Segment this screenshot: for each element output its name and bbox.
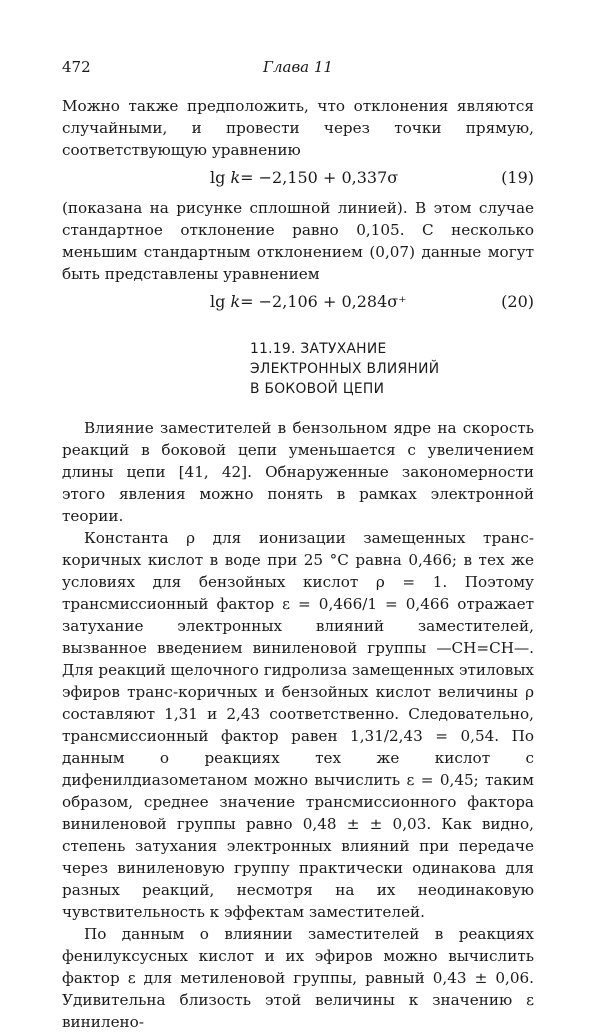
equation-20-k: k: [230, 292, 241, 311]
paragraph-4: Константа ρ для ионизации замещенных транс-коричных кислот в воде при 25 °С равна 0,466; в тех же условиях для бензойных кислот ρ = 1. Поэтому трансмиссионный фактор ε = 0,466/1 = 0,466 отражает затухание электронных влияний заместителей, вызванное введением виниленовой группы —СН=СН—. Для реакций щелочного гидролиза замещенных этиловых эфиров транс-коричных и бензойных кислот величины ρ составляют 1,31 и 2,43 соответственно. Следовательно, трансмиссионный фактор равен 1,31/2,43 = 0,54. По данным о реакциях тех же кислот с дифенилдиазометаном можно вычислить ε = 0,45; таким образом, среднее значение трансмиссионного фактора виниленовой группы равно 0,48 ± ± 0,03. Как видно, степень затухания электронных влияний при передаче через виниленовую группу практически одинакова для разных реакций, несмотря на их неодинаковую чувствительность к эффектам заместителей.: [62, 529, 534, 921]
equation-19-expression: [210, 167, 398, 189]
equation-20-number: (20): [501, 292, 534, 311]
page-number: 472: [62, 58, 91, 76]
equation-19: [62, 167, 534, 191]
equation-19-k: k: [230, 168, 241, 187]
equation-19-lg: lg: [210, 168, 226, 187]
paragraph-1: Можно также предположить, что отклонения являются случайными, и провести через точки прямую, соответствующую уравнению: [62, 97, 534, 159]
body-text: [62, 95, 534, 1033]
paragraph-2: (показана на рисунке сплошной линией). В этом случае стандартное отклонение равно 0,105. С несколько меньшим стандартным отклонением (0,07) данные могут быть представлены уравнением: [62, 199, 534, 283]
section-title-line-1: ЗАТУХАНИЕ: [300, 341, 387, 357]
section-heading-line-1: [250, 339, 534, 359]
paragraph-5: По данным о влиянии заместителей в реакциях фенилуксусных кислот и их эфиров можно вычислить фактор ε для метиленовой группы, равный 0,43 ± 0,06. Удивительна близость этой величины к значению ε винилено-: [62, 925, 534, 1031]
equation-20-expression: [210, 291, 407, 313]
equation-20-rhs: = −2,106 + 0,284σ⁺: [240, 292, 407, 311]
section-number: 11.19.: [250, 341, 296, 357]
equation-20: [62, 291, 534, 315]
equation-19-rhs: = −2,150 + 0,337σ: [240, 168, 399, 187]
chapter-title: Глава 11: [263, 58, 333, 76]
running-head: [62, 58, 534, 80]
equation-19-number: (19): [501, 168, 534, 187]
paragraph-3: Влияние заместителей в бензольном ядре на скорость реакций в боковой цепи уменьшается с увеличением длины цепи [41, 42]. Обнаруженные закономерности этого явления можно понять в рамках электронной теории.: [62, 419, 534, 525]
equation-20-lg: lg: [210, 292, 226, 311]
section-heading: [250, 339, 534, 399]
section-title-line-3: В БОКОВОЙ ЦЕПИ: [250, 381, 385, 397]
section-title-line-2: ЭЛЕКТРОННЫХ ВЛИЯНИЙ: [250, 361, 440, 377]
